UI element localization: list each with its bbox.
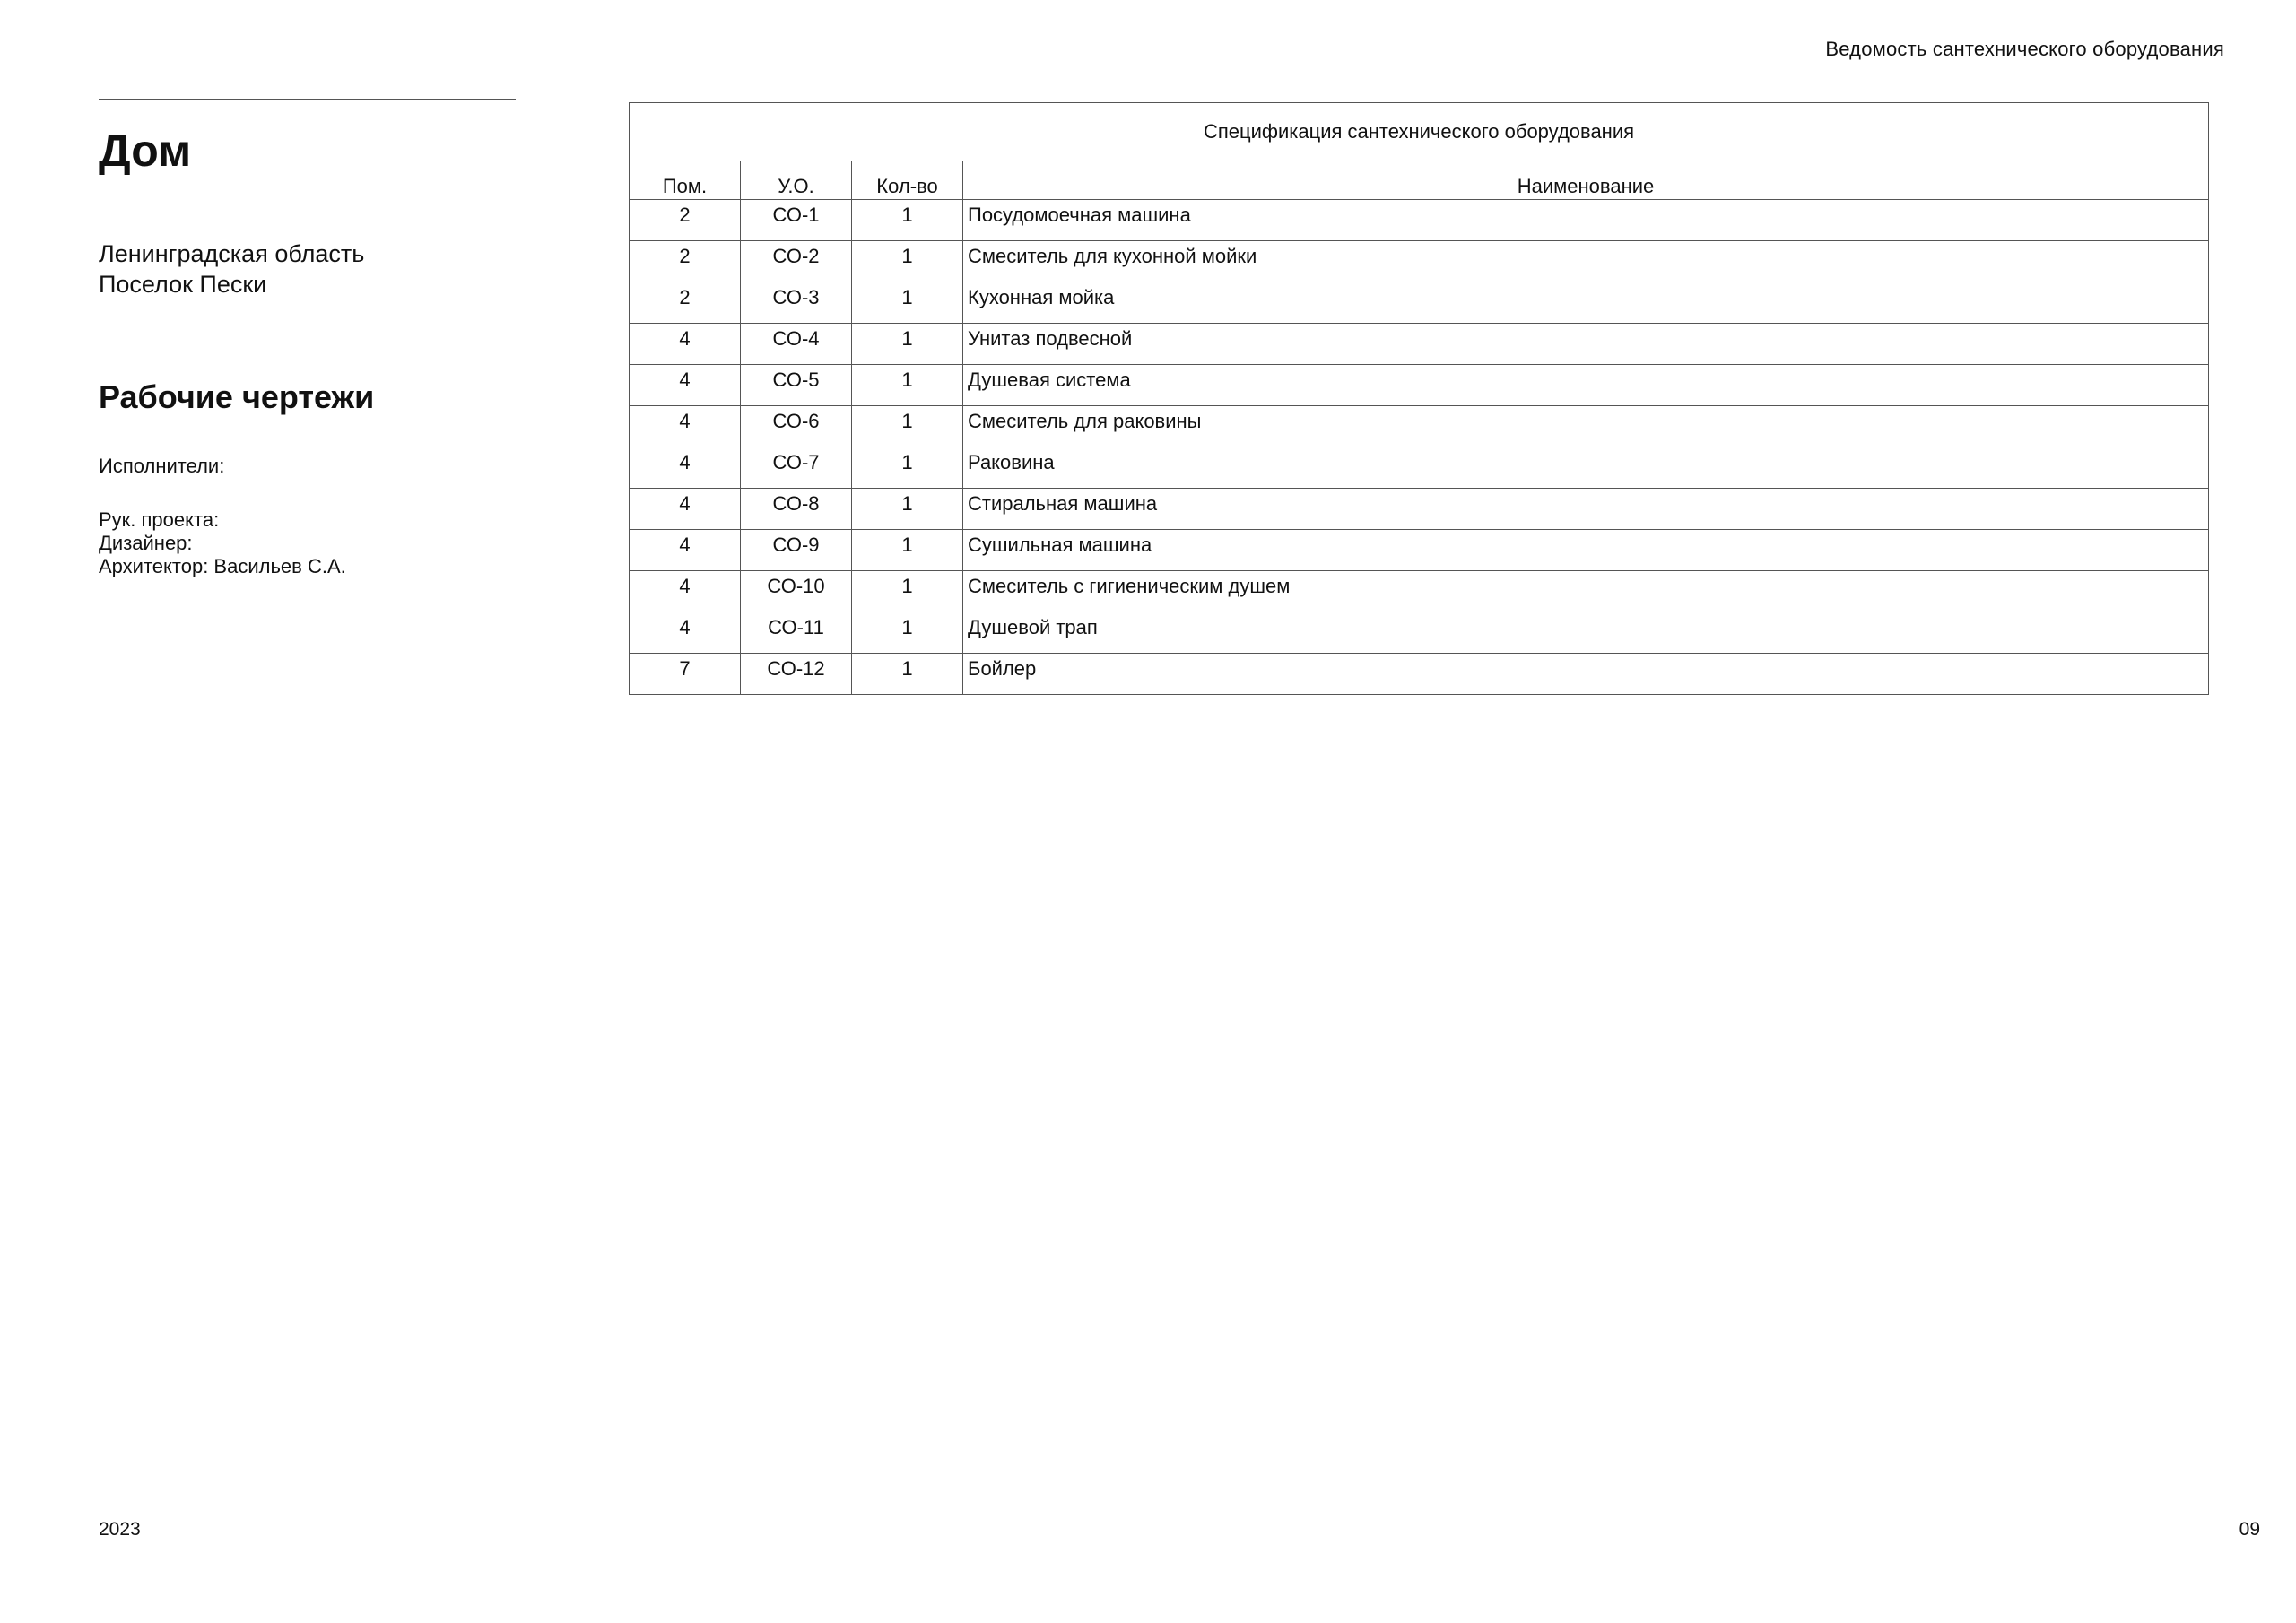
location-settlement: Поселок Пески (99, 271, 267, 298)
code-cell: СО-2 (741, 241, 852, 282)
quantity-cell: 1 (852, 282, 963, 324)
project-location (99, 239, 516, 299)
table-row (630, 365, 2209, 406)
name-cell: Смеситель с гигиеническим душем (963, 571, 2209, 612)
room-cell: 4 (630, 406, 741, 447)
name-cell: Стиральная машина (963, 489, 2209, 530)
room-cell: 4 (630, 365, 741, 406)
quantity-cell: 1 (852, 489, 963, 530)
table-body (630, 200, 2209, 695)
quantity-cell: 1 (852, 654, 963, 695)
code-cell: СО-12 (741, 654, 852, 695)
column-header-room: Пом. (630, 161, 741, 200)
name-cell: Смеситель для кухонной мойки (963, 241, 2209, 282)
name-cell: Кухонная мойка (963, 282, 2209, 324)
table-row (630, 612, 2209, 654)
specification-table (629, 102, 2209, 695)
stage-title: Рабочие чертежи (99, 378, 375, 415)
table-row (630, 406, 2209, 447)
table-row (630, 324, 2209, 365)
table-row (630, 200, 2209, 241)
room-cell: 4 (630, 612, 741, 654)
name-cell: Душевая система (963, 365, 2209, 406)
room-cell: 7 (630, 654, 741, 695)
architect: Архитектор: Васильев С.А. (99, 554, 346, 577)
table-row (630, 530, 2209, 571)
divider-top (99, 99, 516, 100)
quantity-cell: 1 (852, 447, 963, 489)
code-cell: СО-6 (741, 406, 852, 447)
code-cell: СО-3 (741, 282, 852, 324)
footer-year: 2023 (99, 1519, 141, 1540)
code-cell: СО-10 (741, 571, 852, 612)
code-cell: СО-4 (741, 324, 852, 365)
location-region: Ленинградская область (99, 240, 365, 267)
table-row (630, 654, 2209, 695)
page-number: 09 (2239, 1519, 2260, 1540)
room-cell: 4 (630, 447, 741, 489)
quantity-cell: 1 (852, 612, 963, 654)
quantity-cell: 1 (852, 571, 963, 612)
column-header-quantity: Кол-во (852, 161, 963, 200)
name-cell: Смеситель для раковины (963, 406, 2209, 447)
name-cell: Унитаз подвесной (963, 324, 2209, 365)
table-row (630, 571, 2209, 612)
column-header-name: Наименование (963, 161, 2209, 200)
code-cell: СО-11 (741, 612, 852, 654)
title-block (99, 99, 516, 586)
room-cell: 4 (630, 489, 741, 530)
table-row (630, 447, 2209, 489)
quantity-cell: 1 (852, 200, 963, 241)
name-cell: Душевой трап (963, 612, 2209, 654)
name-cell: Бойлер (963, 654, 2209, 695)
table-header-row (630, 161, 2209, 200)
project-lead: Рук. проекта: (99, 508, 220, 531)
code-cell: СО-1 (741, 200, 852, 241)
room-cell: 4 (630, 530, 741, 571)
table-title: Спецификация сантехнического оборудования (630, 103, 2209, 161)
name-cell: Раковина (963, 447, 2209, 489)
room-cell: 2 (630, 200, 741, 241)
performers-label: Исполнители: (99, 454, 225, 477)
performers-list (99, 508, 516, 578)
room-cell: 2 (630, 241, 741, 282)
quantity-cell: 1 (852, 365, 963, 406)
table-row (630, 241, 2209, 282)
quantity-cell: 1 (852, 241, 963, 282)
quantity-cell: 1 (852, 406, 963, 447)
name-cell: Посудомоечная машина (963, 200, 2209, 241)
code-cell: СО-7 (741, 447, 852, 489)
code-cell: СО-5 (741, 365, 852, 406)
room-cell: 2 (630, 282, 741, 324)
column-header-code: У.О. (741, 161, 852, 200)
name-cell: Сушильная машина (963, 530, 2209, 571)
project-title: Дом (99, 126, 192, 176)
room-cell: 4 (630, 324, 741, 365)
table-row (630, 489, 2209, 530)
room-cell: 4 (630, 571, 741, 612)
code-cell: СО-8 (741, 489, 852, 530)
table-row (630, 282, 2209, 324)
code-cell: СО-9 (741, 530, 852, 571)
table-title-row (630, 103, 2209, 161)
quantity-cell: 1 (852, 530, 963, 571)
designer: Дизайнер: (99, 531, 193, 554)
document-header: Ведомость сантехнического оборудования (1825, 38, 2224, 60)
quantity-cell: 1 (852, 324, 963, 365)
